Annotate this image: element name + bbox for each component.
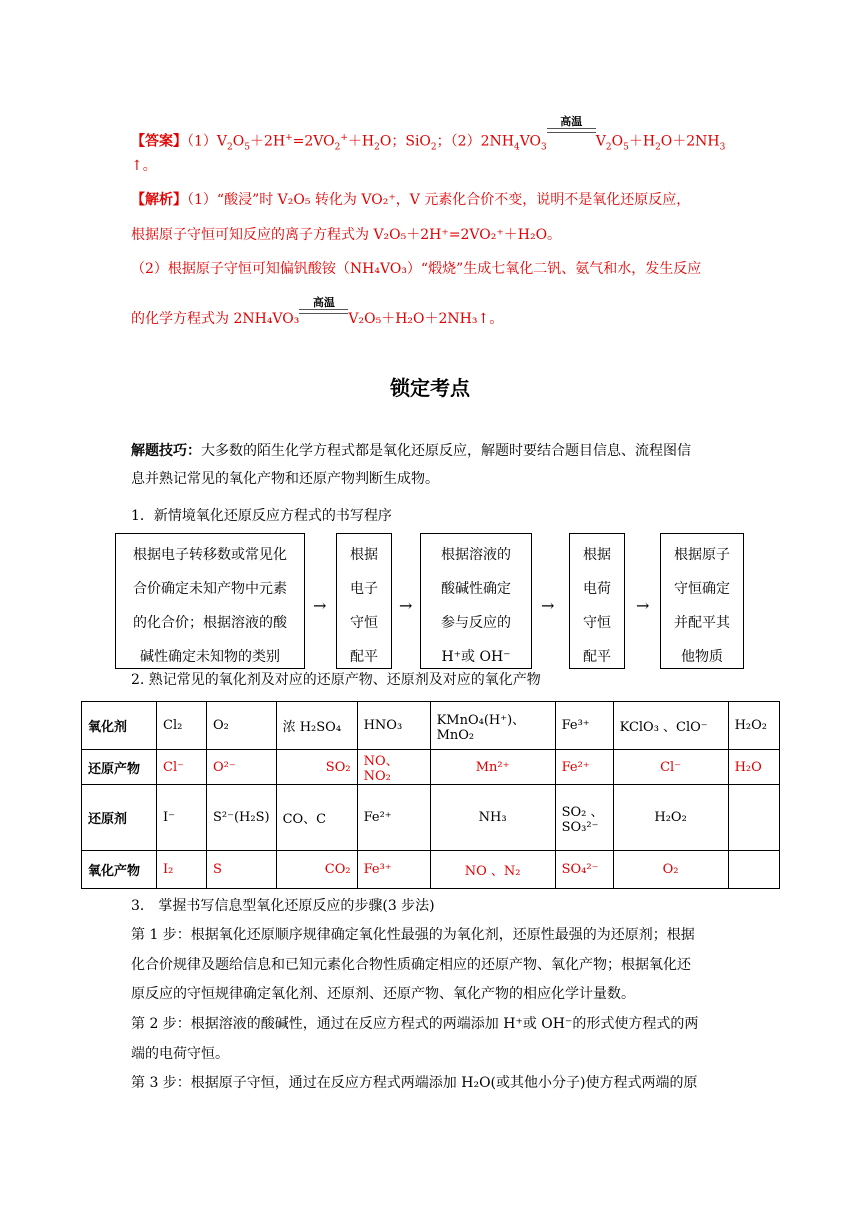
analysis-tag: 【解析】 <box>131 192 187 208</box>
flow-box-5: 根据原子 守恒确定 并配平其 他物质 <box>660 533 744 669</box>
heating-condition-mark: 高温 <box>547 128 596 148</box>
step-2-line-2: 端的电荷守恒。 <box>131 1046 229 1062</box>
answer-tag: 【答案】 <box>131 133 187 150</box>
analysis-line-2: 根据原子守恒可知反应的离子方程式为 V₂O₅＋2H⁺=2VO₂⁺＋H₂O。 <box>131 227 562 243</box>
flow-box-3: 根据溶液的 酸碱性确定 参与反应的 H⁺或 OH⁻ <box>420 533 532 669</box>
flow-arrow-2: → <box>399 596 413 615</box>
table-row: 还原剂 I⁻ S²⁻(H₂S) CO、C Fe²⁺ NH₃ SO₂ 、SO₃²⁻ H₂O₂ <box>82 785 780 851</box>
heating-condition-mark-2: 高温 <box>299 309 348 329</box>
step1-heading: 1．新情境氧化还原反应方程式的书写程序 <box>131 508 392 524</box>
step-1-line-2: 化合价规律及题给信息和已知元素化合物性质确定相应的还原产物、氧化产物；根据氧化还 <box>131 957 691 973</box>
flow-box-1: 根据电子转移数或常见化 合价确定未知产物中元素 的化合价；根据溶液的酸 碱性确定未知物的类别 <box>115 533 305 669</box>
table-row: 氧化产物 I₂ S CO₂ Fe³⁺ NO 、N₂ SO₄²⁻ O₂ <box>82 851 780 889</box>
step-1-line-1: 第 1 步：根据氧化还原顺序规律确定氧化性最强的为氧化剂，还原性最强的为还原剂；根据 <box>131 927 695 943</box>
step3-heading: 3． 掌握书写信息型氧化还原反应的步骤(3 步法) <box>131 898 435 914</box>
tip-label: 解题技巧： <box>131 443 201 459</box>
tip-line-1: 解题技巧：大多数的陌生化学方程式都是氧化还原反应，解题时要结合题目信息、流程图信 <box>131 443 691 459</box>
flow-arrow-1: → <box>313 596 327 615</box>
table-row: 氧化剂 Cl₂ O₂ 浓 H₂SO₄ HNO₃ KMnO₄(H⁺)、MnO₂ Fe³⁺ KClO₃ 、ClO⁻ H₂O₂ <box>82 702 780 750</box>
answer-line-2: ↑。 <box>131 158 157 174</box>
flow-box-2: 根据 电子 守恒 配平 <box>336 533 392 669</box>
step-1-line-3: 原反应的守恒规律确定氧化剂、还原剂、还原产物、氧化产物的相应化学计量数。 <box>131 986 635 1002</box>
step-3-line-1: 第 3 步：根据原子守恒，通过在反应方程式两端添加 H₂O(或其他小分子)使方程式两端的原 <box>131 1075 698 1091</box>
flow-box-4: 根据 电荷 守恒 配平 <box>569 533 625 669</box>
flow-arrow-3: → <box>541 596 555 615</box>
redox-table <box>81 701 780 889</box>
section-title: 锁定考点 <box>390 376 470 400</box>
flow-arrow-4: → <box>636 596 650 615</box>
analysis-line-1: 【解析】（1）“酸浸”时 V₂O₅ 转化为 VO₂⁺，V 元素化合价不变，说明不是氧化还原反应， <box>131 192 691 208</box>
analysis-line-4: 的化学方程式为 2NH₄VO₃ 高温 V₂O₅＋H₂O＋2NH₃↑。 <box>131 296 504 327</box>
step-2-line-1: 第 2 步：根据溶液的酸碱性，通过在反应方程式的两端添加 H⁺或 OH⁻的形式使方程式的两 <box>131 1016 699 1032</box>
tip-line-2: 息并熟记常见的氧化产物和还原产物判断生成物。 <box>131 471 439 487</box>
analysis-line-3: （2）根据原子守恒可知偏钒酸铵（NH₄VO₃）“煅烧”生成七氧化二钒、氨气和水，发生反应 <box>131 261 702 277</box>
step2-heading: 2. 熟记常见的氧化剂及对应的还原产物、还原剂及对应的氧化产物 <box>131 672 541 688</box>
table-row: 还原产物 Cl⁻ O²⁻ SO₂ NO、NO₂ Mn²⁺ Fe²⁺ Cl⁻ H₂O <box>82 750 780 785</box>
answer-line-1: 【答案】$(1)V_2O_5+2H^+=2VO_2^++H_2O$；SiO$_2$；$(2)2NH_4VO_3$ 高温 $V_2O_5+H_2O+2NH_3$ <box>131 115 726 153</box>
